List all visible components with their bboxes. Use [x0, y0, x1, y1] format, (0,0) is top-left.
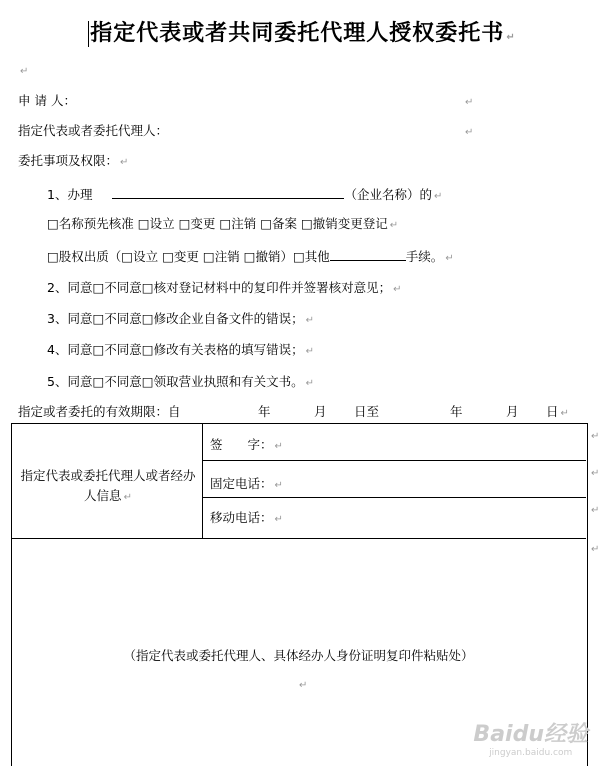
item1-prefix: 1、办理 — [47, 187, 93, 202]
paragraph-mark: ↵ — [305, 378, 314, 389]
paragraph-mark: ↵ — [465, 97, 474, 108]
mobile-cell[interactable] — [210, 510, 283, 528]
item-1 — [47, 185, 442, 205]
agent-info-label: 指定代表或委托代理人或者经办人信息 — [20, 468, 196, 503]
signature-cell[interactable] — [210, 437, 283, 455]
signature-label: 签 字： — [210, 437, 273, 452]
applicant-label: 申 请 人： — [18, 93, 76, 108]
validity-day-2 — [546, 404, 569, 422]
agent-info-cell — [16, 466, 200, 508]
watermark — [473, 717, 588, 758]
item-1-options — [47, 216, 398, 234]
paragraph-mark: ↵ — [20, 66, 29, 77]
equity-pledge-options[interactable]: □股权出质（□设立 □变更 □注销 □撤销）□其他 — [47, 249, 330, 264]
title-text: 指定代表或者共同委托代理人授权委托书 — [90, 21, 505, 46]
item2-text: 2、同意□不同意□核对登记材料中的复印件并签署核对意见； — [47, 280, 392, 295]
option-name-approval[interactable]: □名称预先核准 — [47, 216, 134, 231]
item-3[interactable] — [47, 311, 314, 329]
item4-text: 4、同意□不同意□修改有关表格的填写错误； — [47, 342, 304, 357]
scope-line — [18, 153, 128, 171]
item5-text: 5、同意□不同意□领取营业执照和有关文书。 — [47, 374, 304, 389]
watermark-brand: Baidu经验 — [473, 722, 588, 747]
paragraph-mark: ↵ — [465, 127, 474, 138]
validity-month-1: 月 — [314, 404, 327, 419]
row-end-mark: ↵ — [591, 505, 600, 516]
table-row-divider — [202, 497, 586, 498]
paragraph-mark: ↵ — [433, 191, 443, 202]
row-end-mark: ↵ — [591, 544, 600, 555]
procedures-text: 手续。 — [405, 249, 444, 264]
table-row-divider — [202, 460, 586, 461]
item-4[interactable] — [47, 342, 314, 360]
paragraph-mark: ↵ — [274, 514, 283, 525]
scope-label: 委托事项及权限： — [18, 153, 119, 168]
mobile-label: 移动电话： — [210, 510, 273, 525]
paragraph-mark: ↵ — [274, 441, 283, 452]
paragraph-mark: ↵ — [506, 32, 516, 43]
validity-year-1: 年 — [258, 404, 271, 419]
other-blank[interactable] — [330, 247, 406, 261]
paragraph-mark: ↵ — [305, 315, 314, 326]
watermark-url: jingyan.baidu.com — [489, 748, 573, 758]
empty-paragraph — [18, 62, 28, 80]
item1-suffix: （企业名称）的 — [344, 187, 432, 202]
validity-label: 指定或者委托的有效期限：自 — [18, 404, 181, 419]
id-paste-area[interactable] — [11, 648, 586, 664]
landline-label: 固定电话： — [210, 476, 273, 491]
option-cancel[interactable]: □注销 — [219, 216, 257, 231]
validity-day-to: 日至 — [354, 404, 380, 419]
paragraph-mark: ↵ — [305, 346, 314, 357]
row-end-mark: ↵ — [591, 431, 600, 442]
table-column-divider — [202, 423, 203, 538]
option-change[interactable]: □变更 — [178, 216, 216, 231]
item-2[interactable] — [47, 280, 401, 298]
paragraph-mark: ↵ — [393, 284, 402, 295]
paragraph-mark: ↵ — [299, 680, 308, 691]
company-name-blank[interactable] — [112, 185, 344, 199]
validity-month-2: 月 — [506, 404, 519, 419]
applicant-line[interactable] — [18, 93, 76, 109]
paragraph-mark: ↵ — [123, 492, 132, 503]
option-revoke-change[interactable]: □撤销变更登记 — [300, 216, 388, 231]
option-establish[interactable]: □设立 — [137, 216, 175, 231]
agent-label: 指定代表或者委托代理人： — [18, 123, 169, 138]
paragraph-mark: ↵ — [560, 408, 569, 419]
validity-year-2: 年 — [450, 404, 463, 419]
agent-line[interactable] — [18, 123, 168, 139]
item-5[interactable] — [47, 374, 314, 392]
table-row-divider — [11, 538, 586, 539]
day-text: 日 — [546, 404, 559, 419]
item3-text: 3、同意□不同意□修改企业自备文件的错误； — [47, 311, 304, 326]
landline-cell[interactable] — [210, 476, 283, 494]
row-end-mark: ↵ — [591, 468, 600, 479]
id-paste-label: （指定代表或委托代理人、具体经办人身份证明复印件粘贴处） — [123, 648, 474, 663]
paragraph-mark: ↵ — [389, 220, 399, 231]
paragraph-mark: ↵ — [445, 253, 454, 264]
item-1-options-2 — [47, 247, 454, 267]
paragraph-mark: ↵ — [120, 157, 129, 168]
paragraph-mark: ↵ — [274, 480, 283, 491]
document-title — [0, 16, 604, 47]
option-filing[interactable]: □备案 — [260, 216, 297, 231]
